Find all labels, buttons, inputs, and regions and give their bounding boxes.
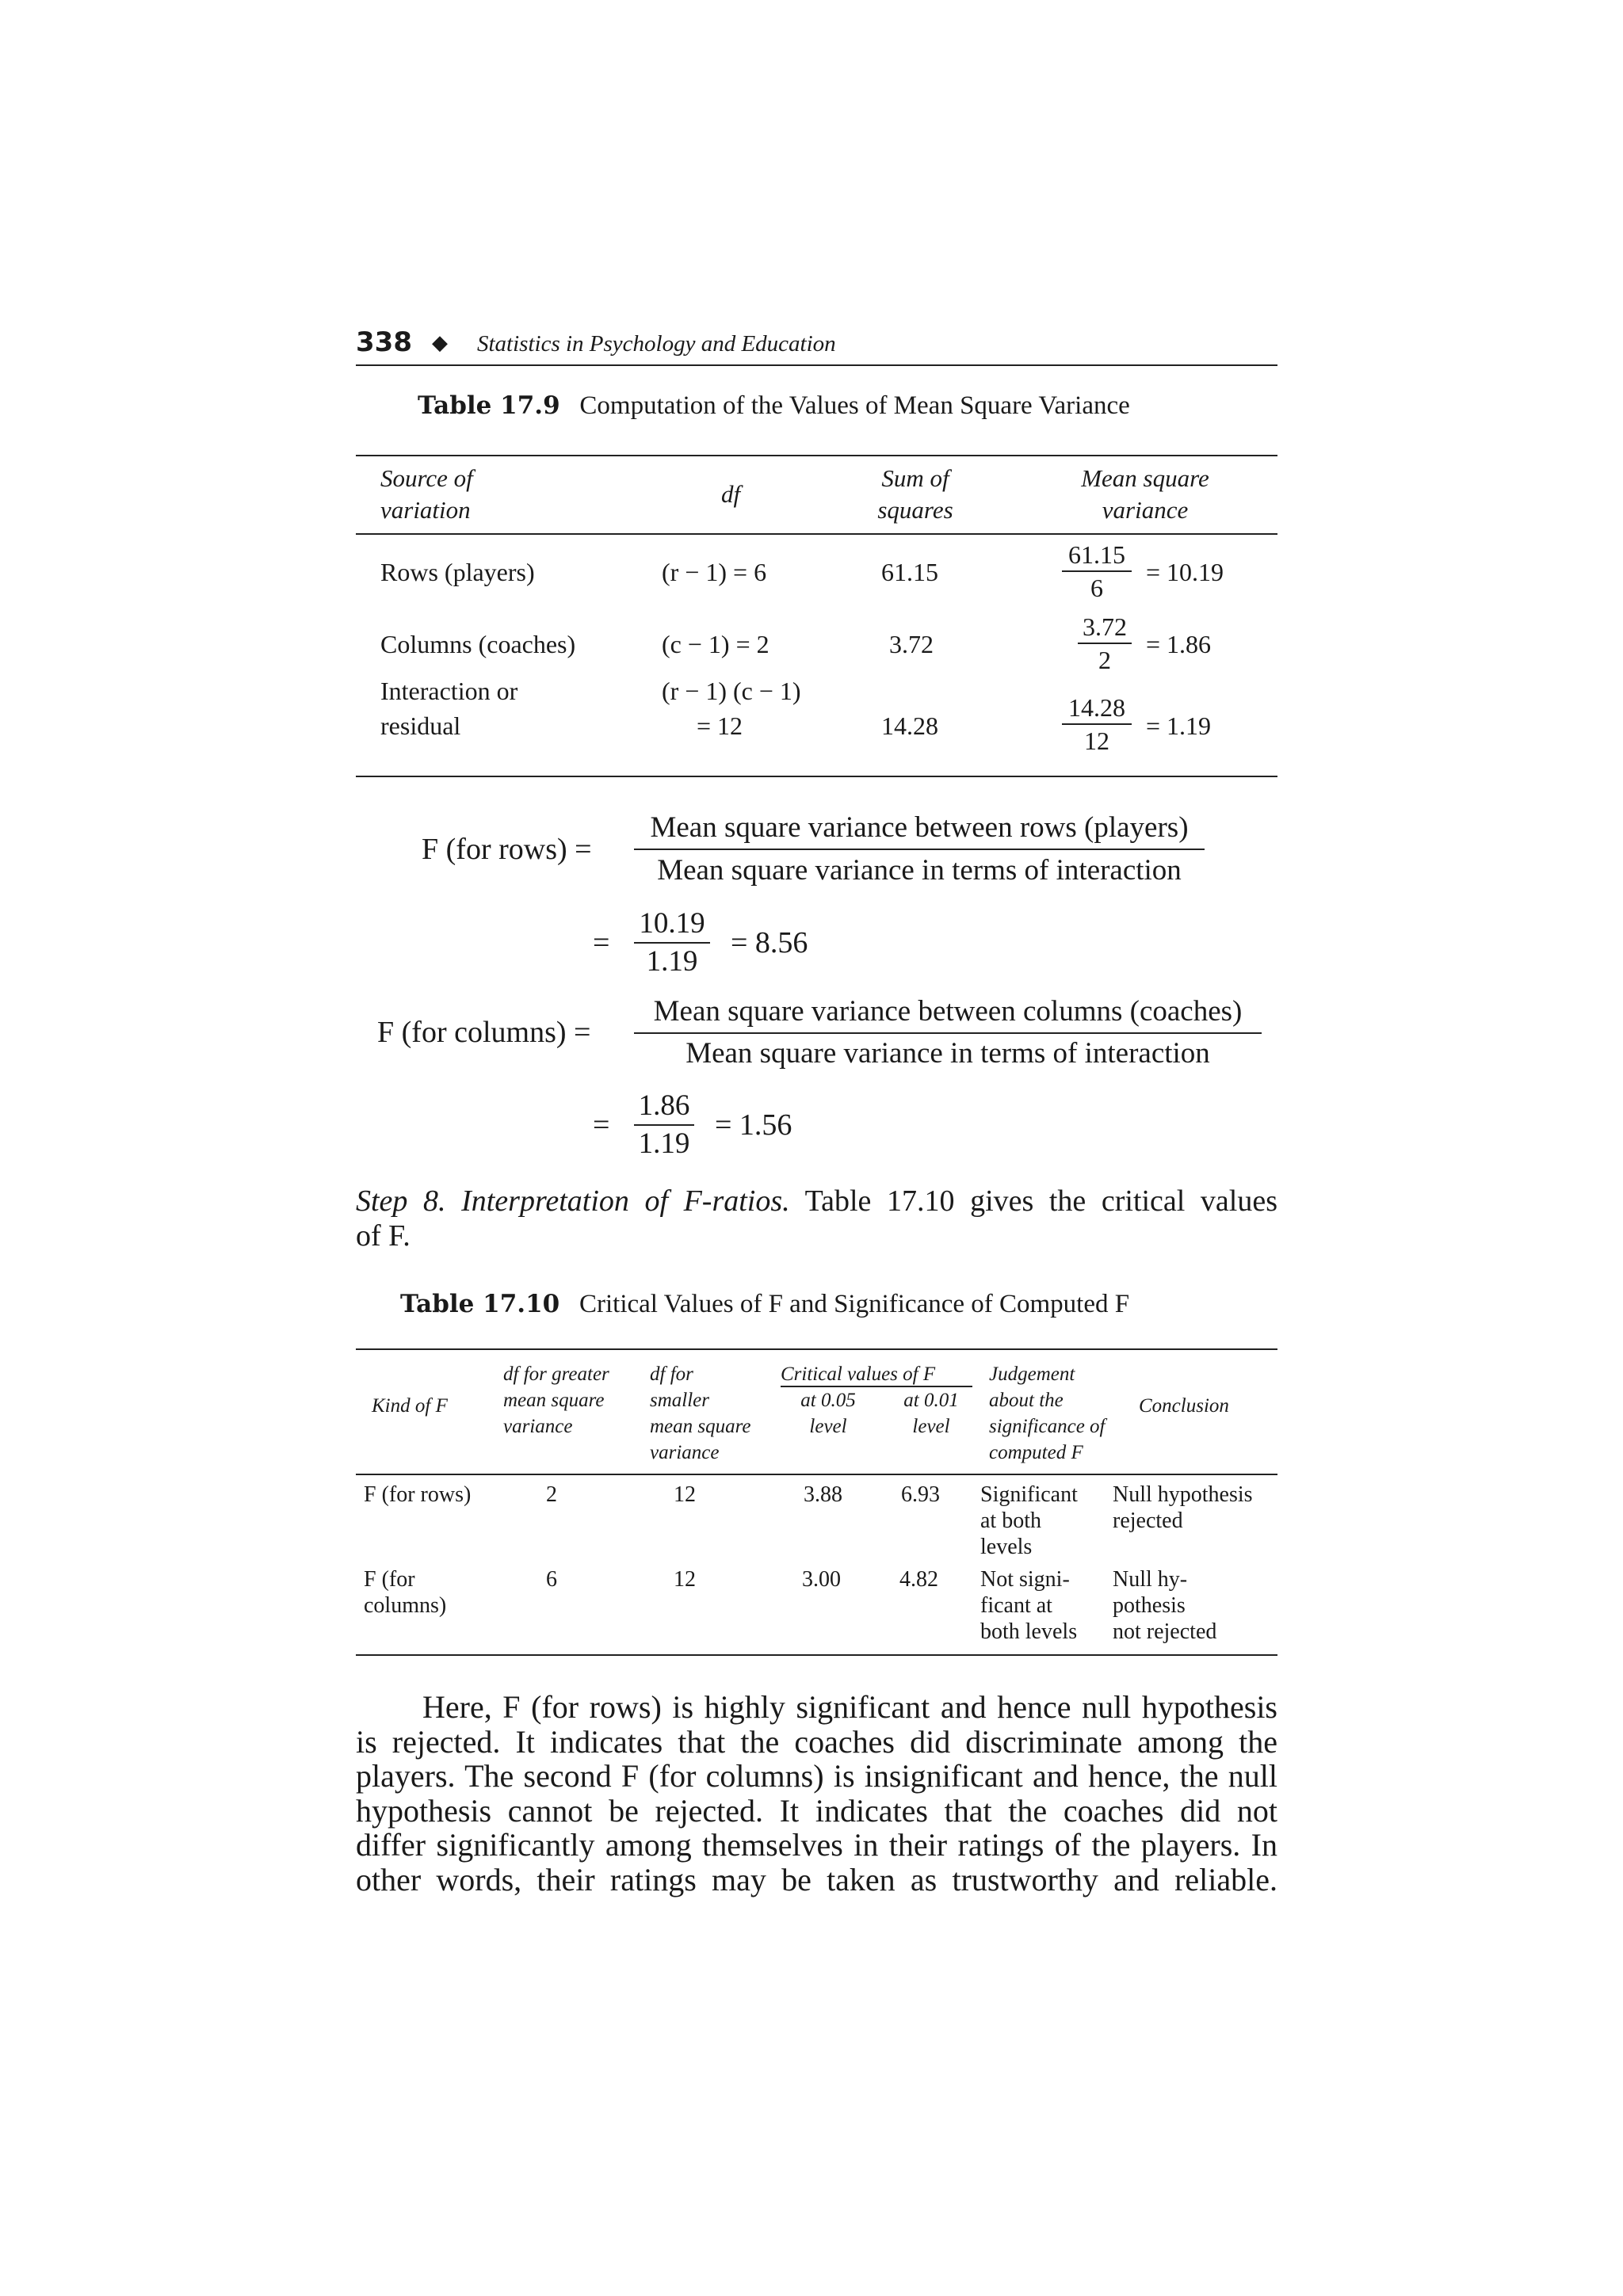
table1-row1-source: Rows (players)	[380, 558, 535, 586]
table1-row3-df: (r − 1) (c − 1) = 12	[662, 677, 801, 740]
table2-header-rule	[356, 1474, 1277, 1475]
f-rows-calc-fraction: 10.19 1.19	[634, 906, 710, 980]
table2-row2-kind: F (for columns)	[364, 1567, 447, 1618]
closing-line: Here, F (for rows) is highly significant and hence null hypothesis	[422, 1689, 1277, 1725]
f-rows-fraction-bar	[634, 849, 1205, 850]
table2-row2-conclusion: Null hy- pothesis not rejected	[1113, 1567, 1217, 1644]
table1-caption	[418, 391, 1130, 421]
table2-header-critical: Critical values of F	[781, 1363, 936, 1385]
f-rows-numerator: Mean square variance between rows (players)	[650, 811, 1189, 844]
table2-header-at05: at 0.05 level	[800, 1390, 856, 1437]
table1-title: Computation of the Values of Mean Square Variance	[579, 391, 1130, 420]
f-rows-denominator: Mean square variance in terms of interaction	[657, 854, 1182, 887]
f-cols-calc-fraction: 1.86 1.19	[634, 1088, 694, 1162]
table1-label: Table 17.9	[418, 391, 560, 420]
table2-header-judgement: Judgement about the significance of computed F	[989, 1363, 1106, 1463]
table2-title: Critical Values of F and Significance of Computed F	[579, 1290, 1130, 1318]
table2-header-df-smaller: df for smaller mean square variance	[650, 1363, 751, 1463]
step8-line2: of F.	[356, 1219, 411, 1253]
table1-row3-ss: 14.28	[881, 711, 938, 740]
f-cols-fraction-bar	[634, 1032, 1262, 1034]
table2-label: Table 17.10	[400, 1290, 560, 1318]
table2-header-kind: Kind of F	[372, 1395, 448, 1417]
closing-paragraph	[356, 1690, 1277, 1897]
table1-row1-ms-value: = 10.19	[1146, 558, 1224, 586]
table1-header-ms: Mean square variance	[1081, 464, 1209, 524]
table2-row2-at05: 3.00	[802, 1567, 841, 1592]
table2-row2-at01: 4.82	[899, 1567, 938, 1592]
table2-header-df-greater: df for greater mean square variance	[503, 1363, 609, 1437]
closing-line: is rejected. It indicates that the coaches did discriminate among the	[356, 1723, 1277, 1760]
table1-row2-ms-value: = 1.86	[1146, 630, 1212, 658]
f-cols-label: F (for columns) =	[377, 1016, 591, 1049]
table2-row1-judgement: Significant at both levels	[980, 1482, 1078, 1559]
table2-row1-df-greater: 2	[546, 1482, 557, 1507]
table2-header-at01: at 0.01 level	[903, 1390, 959, 1437]
table2-row1-conclusion: Null hypothesis rejected	[1113, 1482, 1253, 1533]
table1-header-rule	[356, 533, 1277, 535]
table1-row1-ss: 61.15	[881, 558, 938, 586]
table2-caption	[400, 1290, 1129, 1319]
step8-line1	[356, 1184, 1277, 1219]
table1-row3-ms-value: = 1.19	[1146, 711, 1212, 740]
running-title: Statistics in Psychology and Education	[477, 331, 836, 357]
table2-header-conclusion: Conclusion	[1139, 1395, 1229, 1417]
table1-row1-ms-fraction: 61.15 6	[1062, 539, 1132, 604]
closing-line: other words, their ratings may be taken as trustworthy and reliable.	[356, 1861, 1277, 1897]
table2-row1-kind: F (for rows)	[364, 1482, 472, 1507]
table1-header-df: df	[721, 480, 741, 508]
table1-row2-ms-fraction: 3.72 2	[1078, 611, 1132, 676]
table1-row2-ss: 3.72	[889, 630, 934, 658]
step8-label: Step 8.	[356, 1184, 446, 1218]
table2-bottom-rule	[356, 1654, 1277, 1656]
table1-row3-source: Interaction or residual	[380, 677, 518, 740]
table1-header-ss: Sum of squares	[877, 464, 953, 524]
table2-row1-at01: 6.93	[901, 1482, 940, 1507]
table2-row1-at05: 3.88	[804, 1482, 842, 1507]
table2-row2-df-smaller: 12	[674, 1567, 696, 1592]
table1-bottom-rule	[356, 776, 1277, 777]
step8-heading: Interpretation of F-ratios.	[461, 1184, 790, 1218]
step8-text: Table 17.10 gives the critical values	[804, 1184, 1277, 1218]
table1-row3-ms-fraction: 14.28 12	[1062, 692, 1132, 757]
closing-line: hypothesis cannot be rejected. It indicates that the coaches did not	[356, 1792, 1277, 1829]
table1-row2-source: Columns (coaches)	[380, 630, 576, 658]
diamond-icon: ◆	[432, 331, 448, 355]
table1-row2-df: (c − 1) = 2	[662, 630, 769, 658]
table2-row2-judgement: Not signi- ficant at both levels	[980, 1567, 1078, 1644]
f-rows-equals: =	[593, 926, 610, 959]
table2-row2-df-greater: 6	[546, 1567, 557, 1592]
f-cols-result: = 1.56	[715, 1108, 792, 1142]
closing-line: players. The second F (for columns) is insignificant and hence, the null	[356, 1758, 1277, 1794]
f-cols-denominator: Mean square variance in terms of interaction	[685, 1037, 1210, 1070]
f-rows-label: F (for rows) =	[422, 833, 592, 866]
table1-top-rule	[356, 455, 1277, 456]
table1-row1-df: (r − 1) = 6	[662, 558, 767, 586]
f-cols-numerator: Mean square variance between columns (coaches)	[653, 995, 1243, 1028]
closing-line: differ significantly among themselves in their ratings of the players. In	[356, 1827, 1277, 1863]
f-cols-equals: =	[593, 1108, 610, 1142]
header-rule	[356, 364, 1277, 366]
page-number: 338	[356, 326, 412, 358]
table2-top-rule	[356, 1348, 1277, 1350]
table2-row1-df-smaller: 12	[674, 1482, 696, 1507]
table1-header-source: Source of variation	[380, 464, 473, 524]
f-rows-result: = 8.56	[731, 926, 808, 959]
